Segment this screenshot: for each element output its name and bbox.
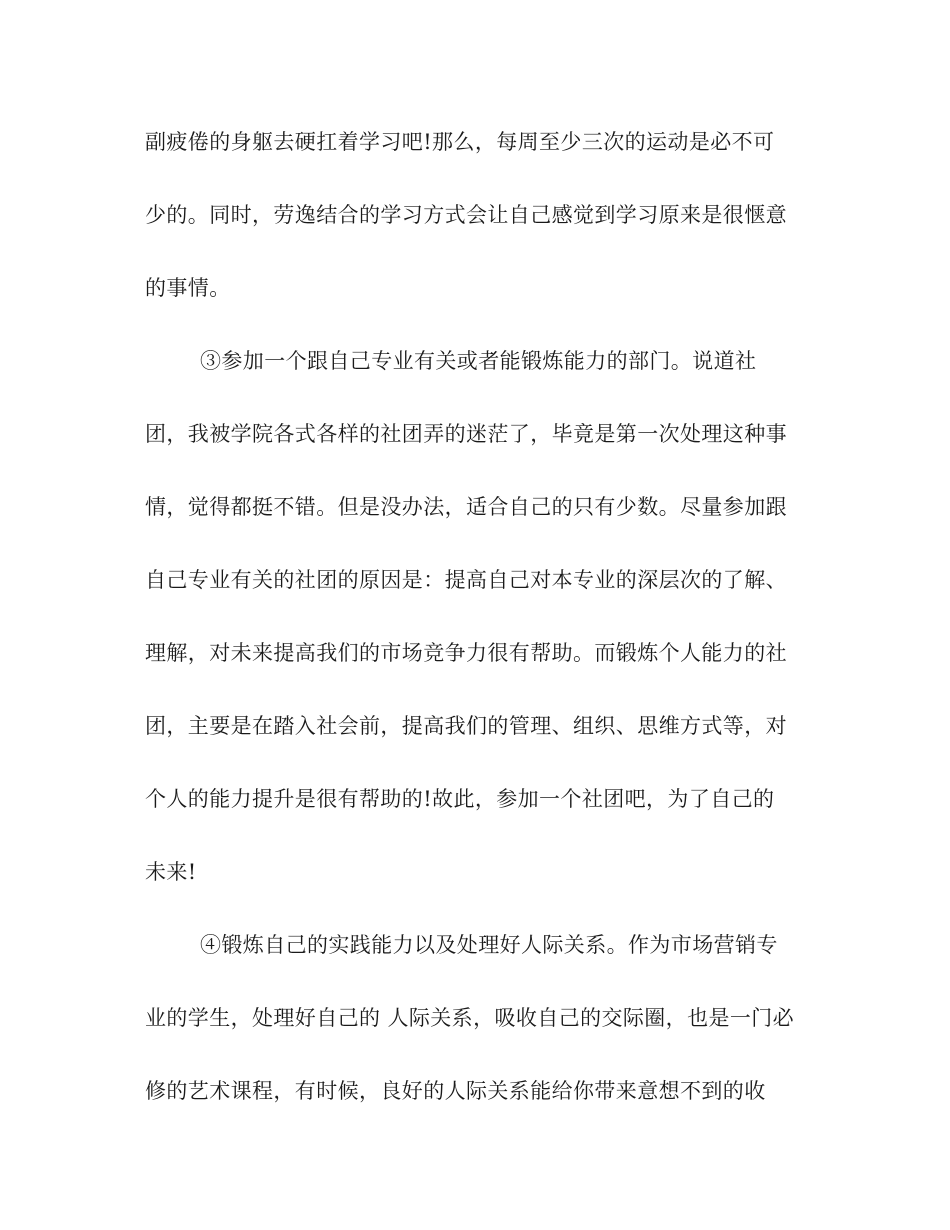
paragraph-start-line: ④锻炼自己的实践能力以及处理好人际关系。作为市场营销专 (200, 933, 778, 957)
text-line: 修的艺术课程，有时候，良好的人际关系能给你带来意想不到的收 (145, 1079, 766, 1103)
paragraph-start-line: ③参加一个跟自己专业有关或者能锻炼能力的部门。说道社 (200, 349, 757, 373)
text-line: 个人的能力提升是很有帮助的!故此，参加一个社团吧，为了自己的 (145, 787, 775, 811)
text-line: 未来! (145, 860, 197, 884)
text-line: 少的。同时，劳逸结合的学习方式会让自己感觉到学习原来是很惬意 (145, 203, 787, 227)
text-line: 理解，对未来提高我们的市场竞争力很有帮助。而锻炼个人能力的社 (145, 641, 787, 665)
text-line: 情，觉得都挺不错。但是没办法，适合自己的只有少数。尽量参加跟 (145, 495, 787, 519)
text-line: 自己专业有关的社团的原因是：提高自己对本专业的深层次的了解、 (145, 568, 787, 592)
text-line: 副疲倦的身躯去硬扛着学习吧!那么，每周至少三次的运动是必不可 (145, 130, 775, 154)
text-line: 团，我被学院各式各样的社团弄的迷茫了，毕竟是第一次处理这种事 (145, 422, 787, 446)
text-line: 的事情。 (145, 276, 231, 300)
text-line: 团，主要是在踏入社会前，提高我们的管理、组织、思维方式等，对 (145, 714, 787, 738)
text-line: 业的学生，处理好自己的 人际关系，吸收自己的交际圈，也是一门必 (145, 1006, 795, 1030)
